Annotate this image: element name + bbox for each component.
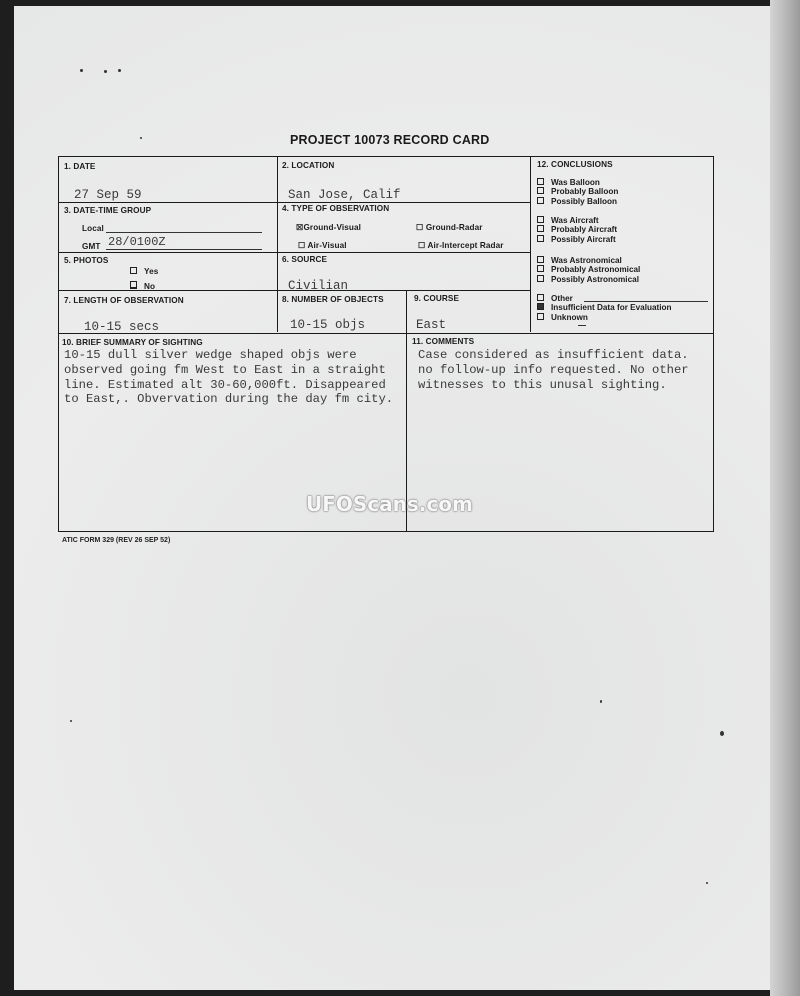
form-id: ATIC FORM 329 (REV 26 SEP 52) — [62, 537, 171, 544]
checkbox-icon — [537, 275, 544, 282]
conclusion-probably-astronomical: Probably Astronomical — [537, 265, 640, 274]
checkbox-icon: ☐ — [416, 223, 424, 232]
conclusion-was-aircraft: Was Aircraft — [537, 216, 617, 225]
gmt-underline — [106, 249, 262, 250]
source-value: Civilian — [288, 279, 349, 293]
scan-speck — [70, 720, 72, 722]
photos-label: 5. PHOTOS — [64, 256, 109, 265]
number-value: 10-15 objs — [290, 318, 366, 332]
dtg-gmt-value: 28/0100Z — [108, 235, 166, 249]
conclusion-probably-balloon: Probably Balloon — [537, 187, 618, 196]
dtg-label: 3. DATE-TIME GROUP — [64, 206, 152, 215]
conclusion-insufficient-data: Insufficient Data for Evaluation — [537, 303, 672, 312]
observation-type-label: 4. TYPE OF OBSERVATION — [282, 204, 390, 213]
conclusion-possibly-astronomical: Possibly Astronomical — [537, 275, 640, 284]
unknown-dash — [578, 325, 586, 326]
conclusions-group-astronomical — [537, 256, 640, 284]
dtg-gmt-label: GMT — [82, 242, 101, 251]
checkbox-icon — [537, 313, 544, 320]
scan-speck — [720, 731, 724, 736]
page-edge-shadow — [770, 0, 800, 996]
checkbox-icon — [130, 267, 137, 274]
date-value: 27 Sep 59 — [74, 188, 142, 202]
conclusion-possibly-aircraft: Possibly Aircraft — [537, 235, 617, 244]
conclusions-group-aircraft — [537, 216, 617, 244]
checkbox-icon: ☐ — [418, 241, 426, 250]
checkbox-icon — [537, 197, 544, 204]
scan-speck — [140, 137, 142, 139]
conclusion-other: Other — [537, 294, 672, 303]
comments-label: 11. COMMENTS — [412, 337, 475, 346]
other-underline — [584, 301, 708, 302]
conclusion-possibly-balloon: Possibly Balloon — [537, 197, 618, 206]
checked-box-icon — [537, 303, 544, 310]
course-label: 9. COURSE — [414, 294, 460, 303]
length-label: 7. LENGTH OF OBSERVATION — [64, 296, 184, 305]
checkbox-icon — [537, 178, 544, 185]
checkbox-icon — [537, 294, 544, 301]
local-underline — [106, 232, 262, 233]
scan-speck — [80, 69, 83, 72]
checkbox-icon — [537, 225, 544, 232]
scan-speck — [118, 69, 121, 72]
course-value: East — [416, 318, 447, 332]
conclusions-group-other — [537, 294, 672, 322]
comments-text: Case considered as insufficient data. no follow-up info requested. No other witnesses to this unusal sighting. — [418, 348, 689, 392]
summary-text: 10-15 dull silver wedge shaped objs were observed going fm West to East in a straight line. Estimated alt 30-60,000ft. Disappeared to East,. Obvervation during the day fm city. — [64, 348, 394, 407]
location-label: 2. LOCATION — [282, 161, 335, 170]
divider — [58, 202, 530, 203]
photos-yes: Yes — [130, 267, 158, 276]
checkbox-icon — [130, 281, 137, 289]
scan-speck — [104, 70, 107, 73]
card-title: PROJECT 10073 RECORD CARD — [290, 133, 490, 147]
watermark: UFOScans.com — [306, 492, 473, 516]
location-value: San Jose, Calif — [288, 188, 401, 202]
checkbox-icon — [537, 187, 544, 194]
photos-no: No — [130, 281, 155, 291]
conclusion-probably-aircraft: Probably Aircraft — [537, 225, 617, 234]
scan-speck — [706, 882, 708, 884]
scan-speck — [600, 700, 602, 703]
checkbox-icon — [537, 265, 544, 272]
checked-box-icon: ☒ — [296, 223, 304, 232]
source-label: 6. SOURCE — [282, 255, 328, 264]
checkbox-icon — [537, 216, 544, 223]
conclusion-was-astronomical: Was Astronomical — [537, 256, 640, 265]
conclusions-label: 12. CONCLUSIONS — [537, 160, 613, 169]
date-label: 1. DATE — [64, 162, 96, 171]
number-label: 8. NUMBER OF OBJECTS — [282, 295, 384, 304]
dtg-local-label: Local — [82, 224, 104, 233]
length-value: 10-15 secs — [84, 320, 160, 334]
checkbox-icon — [537, 235, 544, 242]
checkbox-icon — [537, 256, 544, 263]
conclusions-group-balloon — [537, 178, 618, 206]
obs-air-intercept-radar: ☐ Air-Intercept Radar — [418, 241, 504, 250]
conclusion-unknown: Unknown — [537, 313, 672, 322]
divider — [530, 157, 531, 332]
summary-label: 10. BRIEF SUMMARY OF SIGHTING — [62, 338, 203, 347]
obs-ground-visual: ☒Ground-Visual — [296, 223, 362, 232]
divider — [277, 157, 278, 332]
divider — [58, 252, 530, 253]
checkbox-icon: ☐ — [298, 241, 306, 250]
conclusion-was-balloon: Was Balloon — [537, 178, 618, 187]
obs-air-visual: ☐ Air-Visual — [298, 241, 347, 250]
obs-ground-radar: ☐ Ground-Radar — [416, 223, 483, 232]
